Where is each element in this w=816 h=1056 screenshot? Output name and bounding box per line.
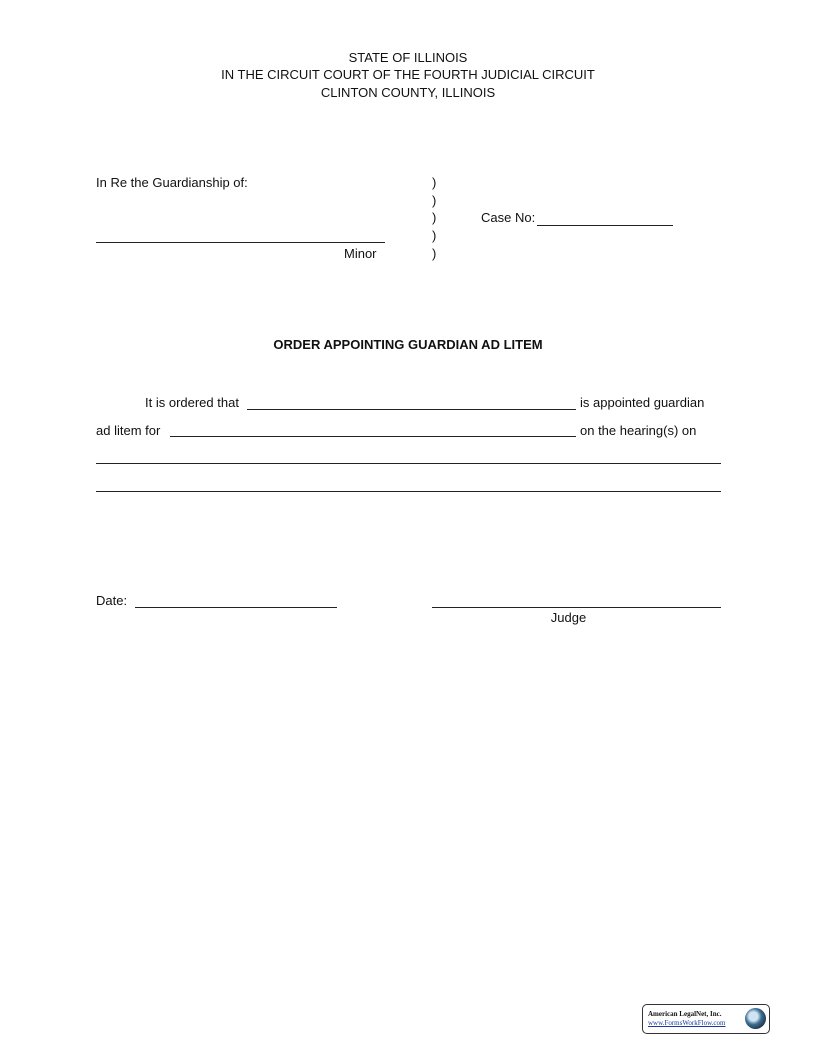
- ad-litem-text: ad litem for: [96, 423, 161, 438]
- hearing-text: on the hearing(s) on: [580, 423, 697, 438]
- paren: ): [432, 246, 437, 261]
- date-line[interactable]: [135, 607, 337, 608]
- logo-company: American LegalNet, Inc.: [648, 1010, 722, 1018]
- globe-icon: [745, 1008, 766, 1029]
- hearing-line-2[interactable]: [96, 491, 721, 492]
- ward-name-line[interactable]: [170, 436, 576, 437]
- hearing-line-1[interactable]: [96, 463, 721, 464]
- guardian-name-line[interactable]: [247, 409, 576, 410]
- order-title: ORDER APPOINTING GUARDIAN AD LITEM: [273, 337, 543, 352]
- logo-url[interactable]: www.FormsWorkFlow.com: [648, 1019, 726, 1027]
- paren: ): [432, 193, 437, 208]
- ordered-text: It is ordered that: [145, 395, 239, 410]
- case-no-label: Case No:: [481, 210, 536, 225]
- in-re-label: In Re the Guardianship of:: [96, 175, 248, 190]
- paren: ): [432, 175, 437, 190]
- paren: ): [432, 210, 437, 225]
- judge-signature-line[interactable]: [432, 607, 721, 608]
- judge-label: Judge: [550, 610, 587, 625]
- date-label: Date:: [96, 593, 128, 608]
- american-legalnet-logo: [642, 1004, 770, 1034]
- paren: ): [432, 228, 437, 243]
- appointed-text: is appointed guardian: [580, 395, 705, 410]
- header-court: IN THE CIRCUIT COURT OF THE FOURTH JUDICIAL CIRCUIT: [221, 67, 595, 82]
- minor-name-line[interactable]: [96, 242, 385, 243]
- minor-label: Minor: [344, 246, 377, 261]
- case-no-line[interactable]: [537, 225, 673, 226]
- header-county: CLINTON COUNTY, ILLINOIS: [320, 85, 496, 100]
- header-state: STATE OF ILLINOIS: [348, 50, 468, 65]
